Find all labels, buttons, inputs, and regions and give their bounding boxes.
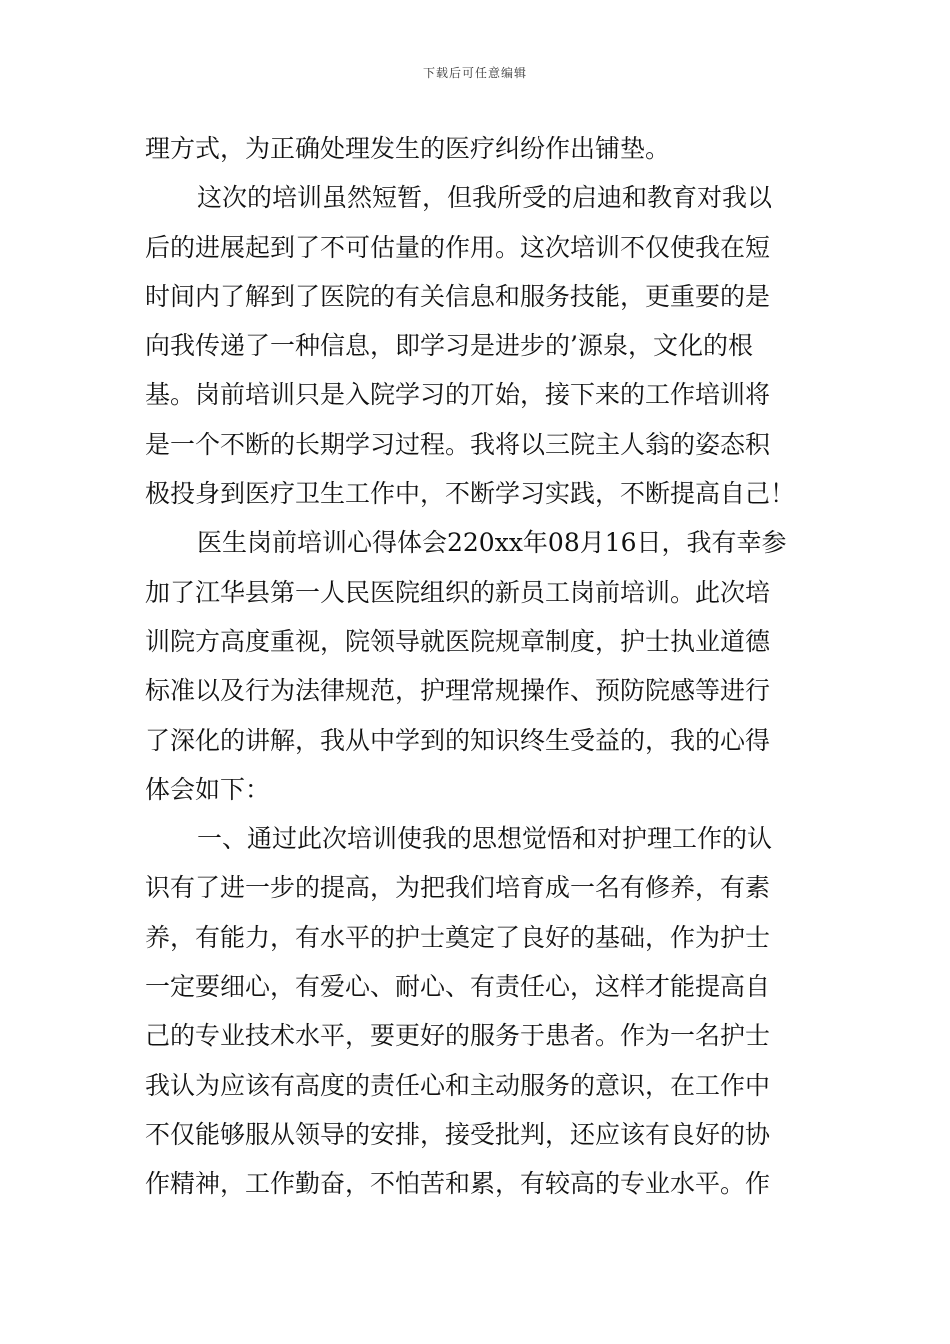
text-line: 了深化的讲解，我从中学到的知识终生受益的，我的心得 (145, 725, 771, 755)
text-line: 不仅能够服从领导的安排，接受批判，还应该有良好的协 (145, 1119, 771, 1149)
text-line: 医生岗前培训心得体会220xx年08月16日，我有幸参 (197, 528, 787, 558)
text-line: 时间内了解到了医院的有关信息和服务技能，更重要的是 (145, 281, 771, 311)
text-line: 训院方高度重视，院领导就医院规章制度，护士执业道德 (145, 626, 771, 656)
text-line: 理方式，为正确处理发生的医疗纠纷作出铺垫。 (145, 134, 671, 163)
text-line: 是一个不断的长期学习过程。我将以三院主人翁的姿态积 (145, 429, 771, 459)
text-line: 向我传递了一种信息，即学习是进步的’源泉，文化的根 (145, 331, 753, 361)
text-line: 标准以及行为法律规范，护理常规操作、预防院感等进行 (145, 676, 771, 706)
text-line: 后的进展起到了不可估量的作用。这次培训不仅使我在短 (145, 232, 771, 262)
text-line: 加了江华县第一人民医院组织的新员工岗前培训。此次培 (145, 577, 771, 607)
text-line: 作精神，工作勤奋，不怕苦和累，有较高的专业水平。作 (145, 1169, 771, 1199)
text-line: 一定要细心，有爱心、耐心、有责任心，这样才能提高自 (145, 972, 771, 1002)
body-text (145, 124, 810, 1209)
text-line: 己的专业技术水平，要更好的服务于患者。作为一名护士 (145, 1021, 771, 1051)
text-line: 我认为应该有高度的责任心和主动服务的意识，在工作中 (145, 1070, 771, 1100)
text-line: 极投身到医疗卫生工作中，不断学习实践，不断提高自己！ (145, 479, 796, 509)
text-line: 体会如下： (145, 774, 271, 804)
text-line: 这次的培训虽然短暂，但我所受的启迪和教育对我以 (197, 183, 773, 213)
page-header: 下载后可任意编辑 (422, 66, 527, 80)
text-line: 一、通过此次培训使我的思想觉悟和对护理工作的认 (197, 824, 773, 854)
text-line: 养，有能力，有水平的护士奠定了良好的基础，作为护士 (145, 922, 771, 952)
text-line: 识有了进一步的提高，为把我们培育成一名有修养，有素 (145, 873, 771, 903)
text-line: 基。岗前培训只是入院学习的丌始，接下来的工作培训将 (145, 380, 771, 410)
